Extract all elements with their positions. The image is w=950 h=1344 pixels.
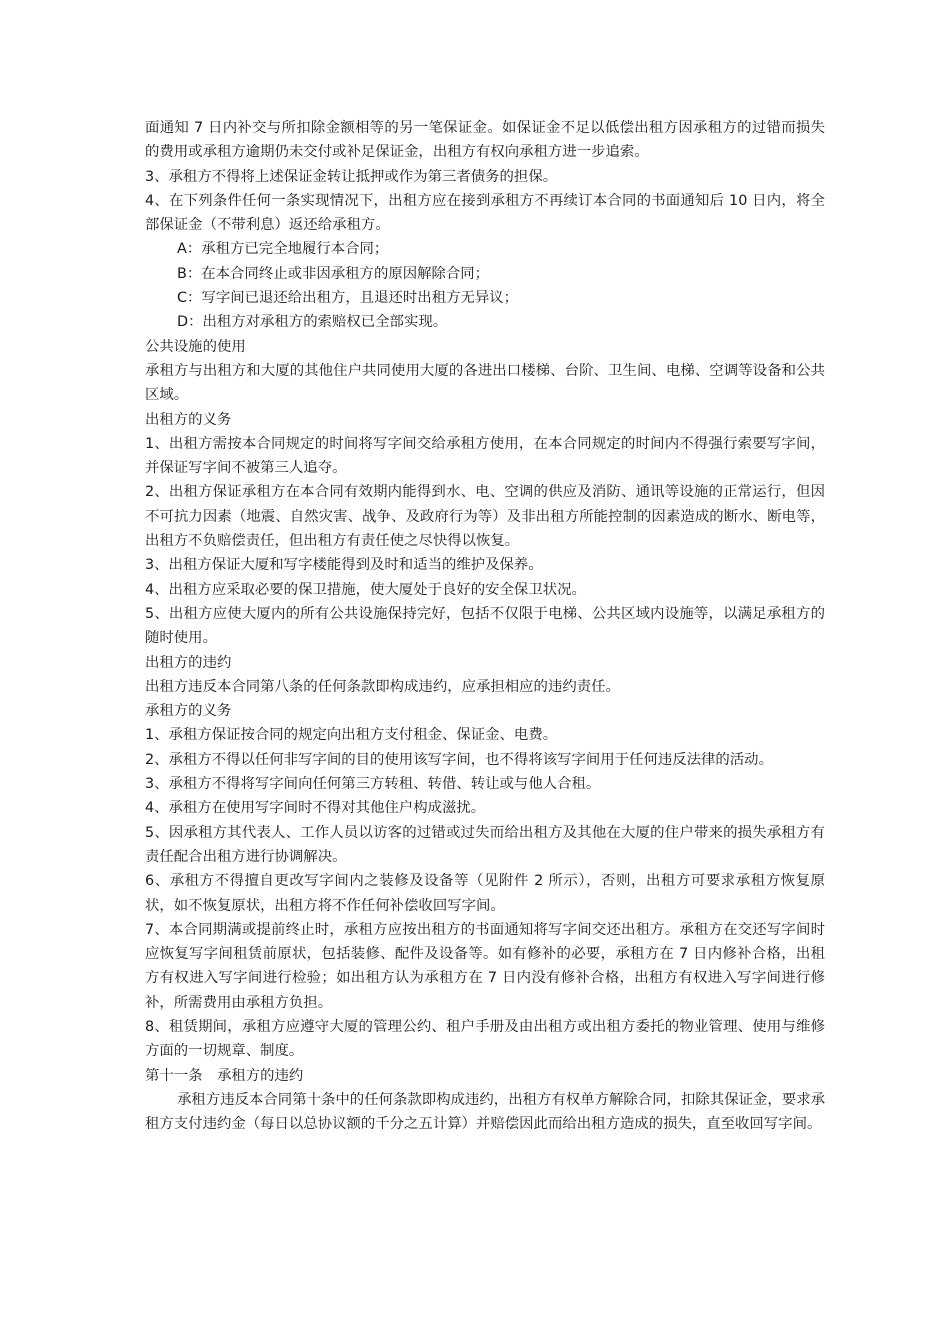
paragraph: 承租方与出租方和大厦的其他住户共同使用大厦的各进出口楼梯、台阶、卫生间、电梯、空调等设备和公共区域。	[145, 362, 825, 404]
paragraph: 承租方违反本合同第十条中的任何条款即构成违约，出租方有权单方解除合同，扣除其保证金，要求承租方支付违约金（每日以总协议额的千分之五计算）并赔偿因此而给出租方造成的损失，直至收回写字间。	[145, 1091, 825, 1133]
paragraph: 3、承租方不得将上述保证金转让抵押或作为第三者债务的担保。	[145, 168, 558, 185]
paragraph: 6、承租方不得擅自更改写字间内之装修及设备等（见附件 2 所示），否则，出租方可要求承租方恢复原状，如不恢复原状，出租方将不作任何补偿收回写字间。	[145, 873, 825, 914]
paragraph: 2、承租方不得以任何非写字间的目的使用该写字间，也不得将该写字间用于任何违反法律的活动。	[145, 751, 773, 768]
paragraph: A：承租方已完全地履行本合同；	[177, 241, 389, 258]
paragraph: 4、承租方在使用写字间时不得对其他住户构成滋扰。	[145, 800, 486, 817]
paragraph: 1、承租方保证按合同的规定向出租方支付租金、保证金、电费。	[145, 727, 558, 744]
paragraph: 3、承租方不得将写字间向任何第三方转租、转借、转让或与他人合租。	[145, 776, 601, 793]
paragraph: D：出租方对承租方的索赔权已全部实现。	[177, 314, 448, 331]
paragraph: 出租方违反本合同第八条的任何条款即构成违约，应承担相应的违约责任。	[145, 678, 620, 695]
paragraph: 承租方的义务	[145, 703, 232, 720]
paragraph: 4、出租方应采取必要的保卫措施，使大厦处于良好的安全保卫状况。	[145, 581, 586, 598]
paragraph: 公共设施的使用	[145, 338, 246, 355]
paragraph: 出租方的违约	[145, 654, 232, 671]
paragraph: 4、在下列条件任何一条实现情况下，出租方应在接到承租方不再续订本合同的书面通知后 10 日内，将全部保证金（不带利息）返还给承租方。	[145, 192, 825, 234]
paragraph: 7、本合同期满或提前终止时，承租方应按出租方的书面通知将写字间交还出租方。承租方在交还写字间时应恢复写字间租赁前原状，包括装修、配件及设备等。如有修补的必要，承租方在 7 日内修补合格，出租方有权进入写字间进行检验；如出租方认为承租方在 7 日内没有修补合格，出租方有权进入写字间进行修补，所需费用由承租方负担。	[145, 921, 825, 1011]
paragraph: 5、因承租方其代表人、工作人员以访客的过错或过失而给出租方及其他在大厦的住户带来的损失承租方有责任配合出租方进行协调解决。	[145, 824, 825, 865]
paragraph: 8、租赁期间，承租方应遵守大厦的管理公约、租户手册及由出租方或出租方委托的物业管理、使用与维修方面的一切规章、制度。	[145, 1018, 825, 1060]
paragraph: 面通知 7 日内补交与所扣除金额相等的另一笔保证金。如保证金不足以低偿出租方因承租方的过错而损失的费用或承租方逾期仍未交付或补足保证金，出租方有权向承租方进一步追索。	[145, 120, 825, 161]
paragraph: 5、出租方应使大厦内的所有公共设施保持完好，包括不仅限于电梯、公共区域内设施等，以满足承租方的随时使用。	[145, 605, 825, 647]
document-body	[145, 116, 825, 1136]
paragraph: 第十一条 承租方的违约	[145, 1067, 304, 1084]
paragraph: 出租方的义务	[145, 411, 232, 428]
paragraph: 3、出租方保证大厦和写字楼能得到及时和适当的维护及保养。	[145, 557, 543, 574]
paragraph: C：写字间已退还给出租方，且退还时出租方无异议；	[177, 290, 519, 307]
paragraph: 1、出租方需按本合同规定的时间将写字间交给承租方使用，在本合同规定的时间内不得强行索要写字间，并保证写字间不被第三人追夺。	[145, 435, 825, 477]
paragraph: B：在本合同终止或非因承租方的原因解除合同；	[177, 265, 490, 282]
paragraph: 2、出租方保证承租方在本合同有效期内能得到水、电、空调的供应及消防、通讯等设施的正常运行，但因不可抗力因素（地震、自然灾害、战争、及政府行为等）及非出租方所能控制的因素造成的断水、断电等，出租方不负赔偿责任，但出租方有责任使之尽快得以恢复。	[145, 484, 825, 550]
